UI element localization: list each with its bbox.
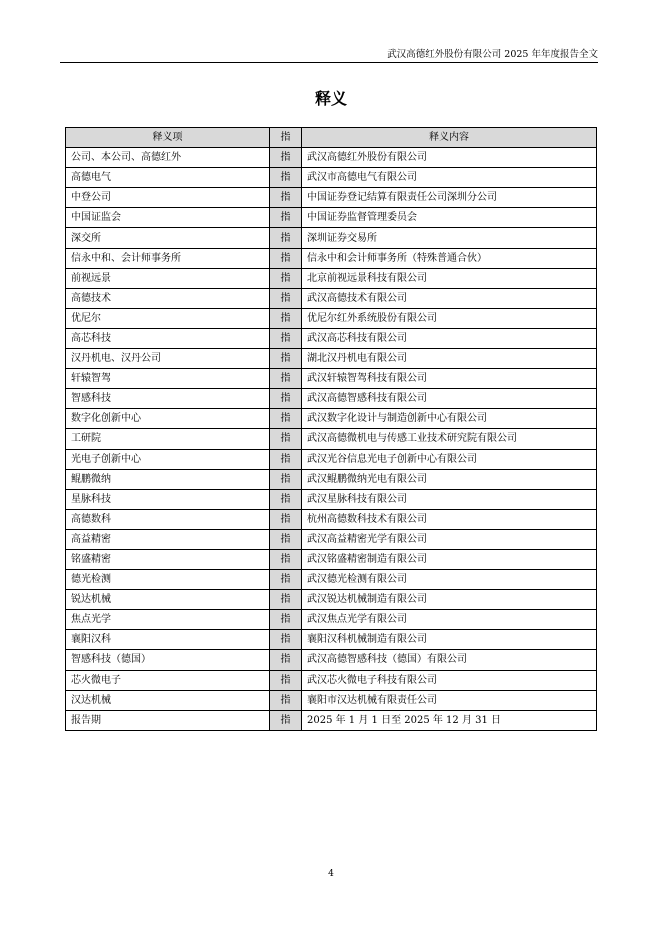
term-cell: 高德数科 bbox=[66, 509, 270, 529]
table-row bbox=[66, 369, 597, 389]
table-row bbox=[66, 349, 597, 369]
sep-cell: 指 bbox=[270, 188, 302, 208]
table-row bbox=[66, 168, 597, 188]
running-header: 武汉高德红外股份有限公司 2025 年年度报告全文 bbox=[387, 49, 598, 60]
table-row bbox=[66, 670, 597, 690]
term-cell: 深交所 bbox=[66, 228, 270, 248]
term-cell: 报告期 bbox=[66, 710, 270, 730]
meaning-cell: 深圳证券交易所 bbox=[302, 228, 597, 248]
table-row bbox=[66, 429, 597, 449]
term-cell: 工研院 bbox=[66, 429, 270, 449]
table-row bbox=[66, 570, 597, 590]
term-cell: 中国证监会 bbox=[66, 208, 270, 228]
sep-cell: 指 bbox=[270, 630, 302, 650]
meaning-cell: 襄阳市汉达机械有限责任公司 bbox=[302, 690, 597, 710]
sep-cell: 指 bbox=[270, 570, 302, 590]
meaning-cell: 武汉德光检测有限公司 bbox=[302, 570, 597, 590]
meaning-cell: 武汉星脉科技有限公司 bbox=[302, 489, 597, 509]
term-cell: 襄阳汉科 bbox=[66, 630, 270, 650]
term-cell: 焦点光学 bbox=[66, 610, 270, 630]
meaning-cell: 武汉芯火微电子科技有限公司 bbox=[302, 670, 597, 690]
sep-cell: 指 bbox=[270, 489, 302, 509]
table-row bbox=[66, 610, 597, 630]
column-header-sep: 指 bbox=[270, 128, 302, 148]
table-row bbox=[66, 509, 597, 529]
table-row bbox=[66, 288, 597, 308]
meaning-cell: 武汉轩辕智驾科技有限公司 bbox=[302, 369, 597, 389]
table-row bbox=[66, 389, 597, 409]
sep-cell: 指 bbox=[270, 469, 302, 489]
table-row bbox=[66, 590, 597, 610]
definitions-table-body bbox=[66, 148, 597, 731]
table-row bbox=[66, 529, 597, 549]
table-row bbox=[66, 208, 597, 228]
meaning-cell: 武汉高益精密光学有限公司 bbox=[302, 529, 597, 549]
sep-cell: 指 bbox=[270, 349, 302, 369]
meaning-cell: 武汉高德智感科技（德国）有限公司 bbox=[302, 650, 597, 670]
page-title: 释义 bbox=[314, 89, 347, 108]
term-cell: 智感科技 bbox=[66, 389, 270, 409]
meaning-cell: 2025 年 1 月 1 日至 2025 年 12 月 31 日 bbox=[302, 710, 597, 730]
term-cell: 星脉科技 bbox=[66, 489, 270, 509]
table-row bbox=[66, 690, 597, 710]
sep-cell: 指 bbox=[270, 148, 302, 168]
meaning-cell: 襄阳汉科机械制造有限公司 bbox=[302, 630, 597, 650]
term-cell: 德光检测 bbox=[66, 570, 270, 590]
term-cell: 优尼尔 bbox=[66, 308, 270, 328]
meaning-cell: 武汉高芯科技有限公司 bbox=[302, 328, 597, 348]
sep-cell: 指 bbox=[270, 650, 302, 670]
meaning-cell: 北京前视远景科技有限公司 bbox=[302, 268, 597, 288]
meaning-cell: 中国证券登记结算有限责任公司深圳分公司 bbox=[302, 188, 597, 208]
table-row bbox=[66, 308, 597, 328]
sep-cell: 指 bbox=[270, 288, 302, 308]
header-rule bbox=[60, 62, 598, 63]
definitions-table bbox=[65, 127, 597, 731]
meaning-cell: 武汉鲲鹏微纳光电有限公司 bbox=[302, 469, 597, 489]
sep-cell: 指 bbox=[270, 268, 302, 288]
term-cell: 高德电气 bbox=[66, 168, 270, 188]
term-cell: 鲲鹏微纳 bbox=[66, 469, 270, 489]
meaning-cell: 湖北汉丹机电有限公司 bbox=[302, 349, 597, 369]
term-cell: 中登公司 bbox=[66, 188, 270, 208]
table-row bbox=[66, 268, 597, 288]
column-header-meaning: 释义内容 bbox=[302, 128, 597, 148]
term-cell: 数字化创新中心 bbox=[66, 409, 270, 429]
table-row bbox=[66, 549, 597, 569]
table-row bbox=[66, 489, 597, 509]
table-row bbox=[66, 188, 597, 208]
sep-cell: 指 bbox=[270, 549, 302, 569]
table-row bbox=[66, 710, 597, 730]
page-number: 4 bbox=[328, 869, 334, 879]
table-row bbox=[66, 228, 597, 248]
sep-cell: 指 bbox=[270, 590, 302, 610]
meaning-cell: 武汉高德智感科技有限公司 bbox=[302, 389, 597, 409]
table-header-row bbox=[66, 128, 597, 148]
term-cell: 高益精密 bbox=[66, 529, 270, 549]
term-cell: 智感科技（德国） bbox=[66, 650, 270, 670]
term-cell: 信永中和、会计师事务所 bbox=[66, 248, 270, 268]
meaning-cell: 武汉高德红外股份有限公司 bbox=[302, 148, 597, 168]
table-row bbox=[66, 409, 597, 429]
sep-cell: 指 bbox=[270, 409, 302, 429]
sep-cell: 指 bbox=[270, 449, 302, 469]
sep-cell: 指 bbox=[270, 610, 302, 630]
sep-cell: 指 bbox=[270, 248, 302, 268]
sep-cell: 指 bbox=[270, 369, 302, 389]
sep-cell: 指 bbox=[270, 690, 302, 710]
term-cell: 公司、本公司、高德红外 bbox=[66, 148, 270, 168]
term-cell: 轩辕智驾 bbox=[66, 369, 270, 389]
sep-cell: 指 bbox=[270, 168, 302, 188]
term-cell: 光电子创新中心 bbox=[66, 449, 270, 469]
table-row bbox=[66, 630, 597, 650]
term-cell: 高德技术 bbox=[66, 288, 270, 308]
table-row bbox=[66, 650, 597, 670]
term-cell: 前视远景 bbox=[66, 268, 270, 288]
meaning-cell: 武汉铭盛精密制造有限公司 bbox=[302, 549, 597, 569]
sep-cell: 指 bbox=[270, 529, 302, 549]
term-cell: 高芯科技 bbox=[66, 328, 270, 348]
meaning-cell: 武汉市高德电气有限公司 bbox=[302, 168, 597, 188]
table-row bbox=[66, 148, 597, 168]
table-row bbox=[66, 328, 597, 348]
sep-cell: 指 bbox=[270, 509, 302, 529]
term-cell: 汉达机械 bbox=[66, 690, 270, 710]
sep-cell: 指 bbox=[270, 389, 302, 409]
sep-cell: 指 bbox=[270, 208, 302, 228]
sep-cell: 指 bbox=[270, 710, 302, 730]
meaning-cell: 中国证券监督管理委员会 bbox=[302, 208, 597, 228]
meaning-cell: 武汉数字化设计与制造创新中心有限公司 bbox=[302, 409, 597, 429]
term-cell: 芯火微电子 bbox=[66, 670, 270, 690]
sep-cell: 指 bbox=[270, 308, 302, 328]
meaning-cell: 武汉焦点光学有限公司 bbox=[302, 610, 597, 630]
meaning-cell: 武汉光谷信息光电子创新中心有限公司 bbox=[302, 449, 597, 469]
term-cell: 汉丹机电、汉丹公司 bbox=[66, 349, 270, 369]
table-row bbox=[66, 248, 597, 268]
meaning-cell: 信永中和会计师事务所（特殊普通合伙） bbox=[302, 248, 597, 268]
column-header-term: 释义项 bbox=[66, 128, 270, 148]
meaning-cell: 杭州高德数科技术有限公司 bbox=[302, 509, 597, 529]
meaning-cell: 优尼尔红外系统股份有限公司 bbox=[302, 308, 597, 328]
table-row bbox=[66, 469, 597, 489]
table-row bbox=[66, 449, 597, 469]
sep-cell: 指 bbox=[270, 429, 302, 449]
sep-cell: 指 bbox=[270, 228, 302, 248]
term-cell: 铭盛精密 bbox=[66, 549, 270, 569]
meaning-cell: 武汉高德微机电与传感工业技术研究院有限公司 bbox=[302, 429, 597, 449]
term-cell: 锐达机械 bbox=[66, 590, 270, 610]
sep-cell: 指 bbox=[270, 328, 302, 348]
sep-cell: 指 bbox=[270, 670, 302, 690]
meaning-cell: 武汉锐达机械制造有限公司 bbox=[302, 590, 597, 610]
meaning-cell: 武汉高德技术有限公司 bbox=[302, 288, 597, 308]
